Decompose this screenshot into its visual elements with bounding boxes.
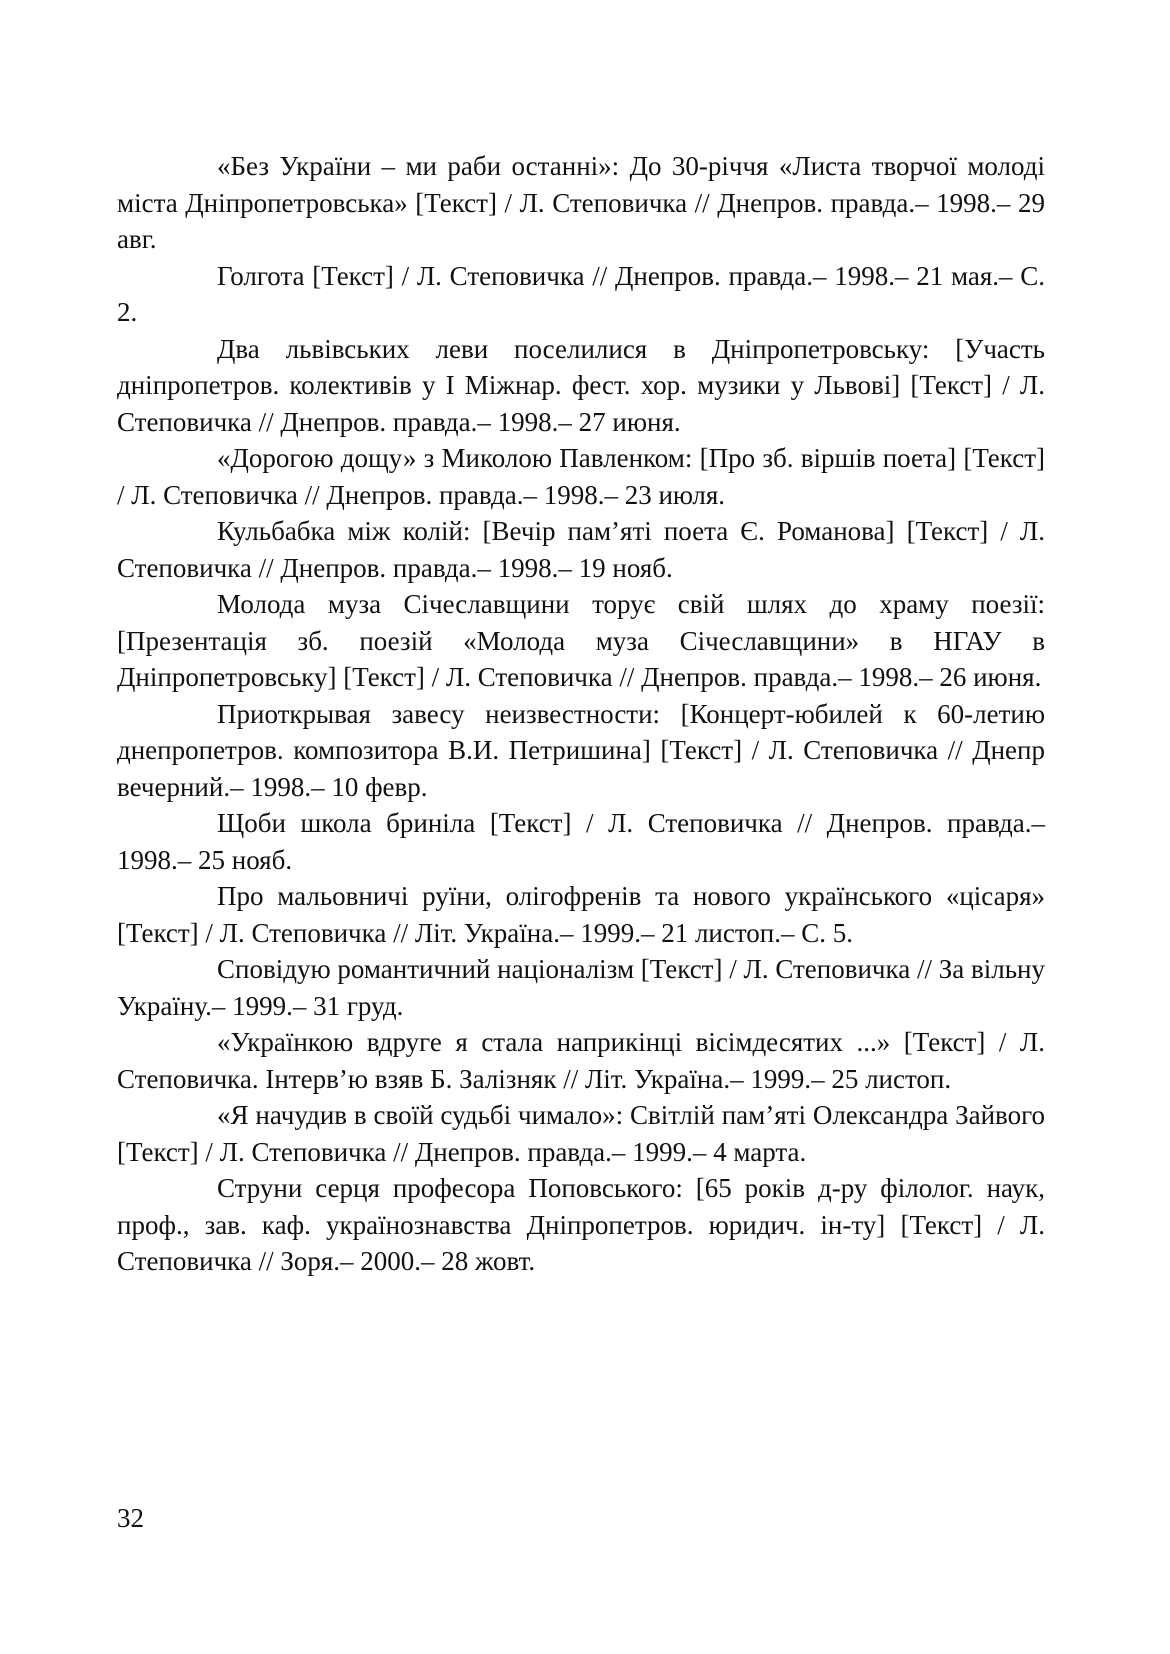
bibliography-entry: Молода муза Січеславщини торує свій шлях до храму поезії: [Презентація зб. поезій «Молода муза Січеславщини» в НГАУ в Дніпропетровську] [Текст] / Л. Степовичка // Днепров. правда.– 1998.– 26 июня. bbox=[117, 589, 1045, 692]
bibliography-entry: Про мальовничі руїни, олігофренів та нового українського «цісаря» [Текст] / Л. Степовичка // Літ. Україна.– 1999.– 21 листоп.– С. 5. bbox=[117, 881, 1045, 948]
bibliography-entry: «Українкою вдруге я стала наприкінці вісімдесятих ...» [Текст] / Л. Степовичка. Інтерв’ю взяв Б. Залізняк // Літ. Україна.– 1999.– 25 листоп. bbox=[117, 1027, 1045, 1094]
bibliography-entry: «Я начудив в своїй судьбі чимало»: Світлій пам’яті Олександра Зайвого [Текст] / Л. Степовичка // Днепров. правда.– 1999.– 4 марта. bbox=[117, 1100, 1045, 1167]
bibliography-entry: Голгота [Текст] / Л. Степовичка // Днепров. правда.– 1998.– 21 мая.– С. 2. bbox=[117, 260, 1045, 327]
bibliography-list bbox=[117, 148, 1045, 1280]
bibliography-entry: «Без України – ми раби останні»: До 30-річчя «Листа творчої молоді міста Дніпропетровська» [Текст] / Л. Степовичка // Днепров. правда.– 1998.– 29 авг. bbox=[117, 151, 1045, 254]
bibliography-entry: Струни серця професора Поповського: [65 років д-ру філолог. наук, проф., зав. каф. українознавства Дніпропетров. юридич. ін-ту] [Текст] / Л. Степовичка // Зоря.– 2000.– 28 жовт. bbox=[117, 1173, 1045, 1276]
bibliography-entry: «Дорогою дощу» з Миколою Павленком: [Про зб. віршів поета] [Текст] / Л. Степовичка // Днепров. правда.– 1998.– 23 июля. bbox=[117, 443, 1045, 510]
bibliography-entry: Два львівських леви поселилися в Дніпропетровську: [Участь дніпропетров. колективів у І Міжнар. фест. хор. музики у Львові] [Текст] / Л. Степовичка // Днепров. правда.– 1998.– 27 июня. bbox=[117, 333, 1045, 437]
page-number: 32 bbox=[117, 1503, 144, 1533]
bibliography-entry: Сповідую романтичний націоналізм [Текст] / Л. Степовичка // За вільну Україну.– 1999.– 31 груд. bbox=[117, 954, 1045, 1021]
bibliography-entry: Кульбабка між колій: [Вечір пам’яті поета Є. Романова] [Текст] / Л. Степовичка // Днепров. правда.– 1998.– 19 нояб. bbox=[117, 516, 1045, 583]
bibliography-entry: Приоткрывая завесу неизвестности: [Концерт-юбилей к 60-летию днепропетров. композитора В.И. Петришина] [Текст] / Л. Степовичка // Днепр вечерний.– 1998.– 10 февр. bbox=[117, 698, 1045, 802]
bibliography-entry: Щоби школа бриніла [Текст] / Л. Степовичка // Днепров. правда.– 1998.– 25 нояб. bbox=[117, 808, 1045, 875]
